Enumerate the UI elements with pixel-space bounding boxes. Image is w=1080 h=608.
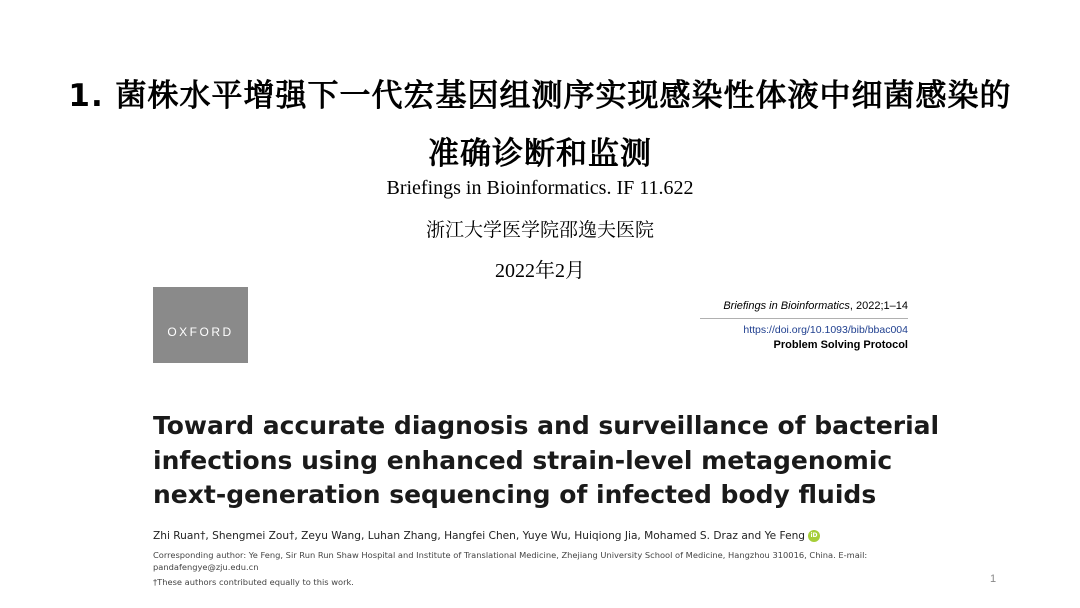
paper-title bbox=[153, 409, 953, 513]
institution: 浙江大学医学院邵逸夫医院 bbox=[425, 219, 654, 241]
article-type: Problem Solving Protocol bbox=[773, 339, 908, 351]
journal-impact-factor: Briefings in Bioinformatics. IF 11.622 bbox=[386, 177, 694, 199]
journal-year-pages: , 2022;1–14 bbox=[849, 300, 908, 312]
page-number: 1 bbox=[990, 573, 997, 585]
slide-title-line-2: 准确诊断和监测 bbox=[428, 136, 652, 172]
corresponding-author: Corresponding author: Ye Feng, Sir Run Run Shaw Hospital and Institute of Translational Medicine, Zhejiang University School of Medicine, Hangzhou 310016, China. E-mail: pandafengye@zju.edu.cn bbox=[153, 550, 868, 572]
equal-contribution-note: †These authors contributed equally to this work. bbox=[153, 577, 354, 587]
journal-header bbox=[700, 300, 908, 351]
author-names: Zhi Ruan†, Shengmei Zou†, Zeyu Wang, Luhan Zhang, Hangfei Chen, Yuye Wu, Huiqiong Jia, Mohamed S. Draz and Ye Feng bbox=[153, 530, 806, 542]
author-list bbox=[153, 530, 820, 542]
orcid-icon[interactable]: iD bbox=[808, 530, 820, 542]
paper-title-line: next-generation sequencing of infected body fluids bbox=[153, 480, 877, 509]
oxford-logo bbox=[153, 287, 248, 363]
journal-citation bbox=[700, 300, 908, 319]
doi-link[interactable]: https://doi.org/10.1093/bib/bbac004 bbox=[743, 324, 908, 336]
paper-title-line: Toward accurate diagnosis and surveillance of bacterial bbox=[153, 411, 940, 440]
oxford-logo-text: OXFORD bbox=[167, 325, 234, 339]
publication-date: 2022年2月 bbox=[495, 260, 585, 282]
journal-name: Briefings in Bioinformatics bbox=[723, 300, 850, 312]
paper-title-line: infections using enhanced strain-level metagenomic bbox=[153, 445, 893, 475]
slide-title-line-1: 1. 菌株水平增强下一代宏基因组测序实现感染性体液中细菌感染的 bbox=[68, 78, 1012, 114]
